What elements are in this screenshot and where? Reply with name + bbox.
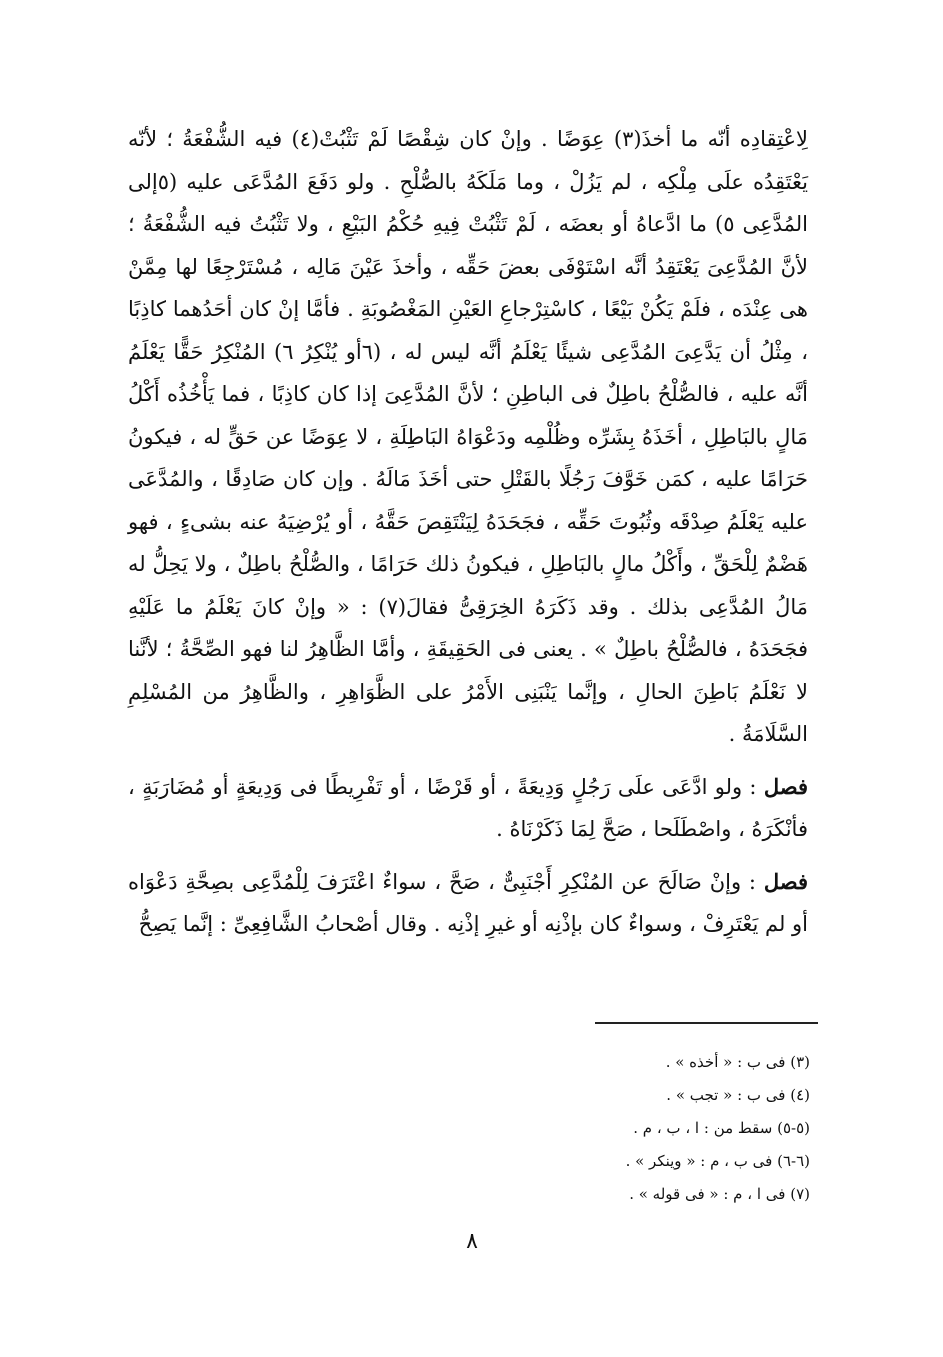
section-paragraph-2 bbox=[128, 861, 808, 946]
footnote-item: (٧) فى ا ، م : « فى قوله » . bbox=[629, 1185, 810, 1203]
section-heading: فصل bbox=[763, 868, 808, 894]
page-number: ٨ bbox=[466, 1229, 478, 1254]
paragraph-text: لِاعْتِقادِه أنّه ما أخذَ(٣) عِوَضًا . وإنْ كان شِقْصًا لَمْ تَثْبُتْ(٤) فيه الشُّفْعَةُ ؛ لأنّه يَعْتَقِدُه علَى مِلْكِه ، لم يَزُلْ ، وما مَلَكَهُ بالصُّلْحِ . ولو دَفَعَ المُدَّعَى عليه (٥إلى المُدَّعِى ٥) ما ادَّعاهُ أو بعضَه ، لَمْ تَثْبُتْ فِيهِ حُكْمُ البَيْعِ ، ولا تَثْبُتُ فيه الشُّفْعَةُ ؛ لأنَّ المُدَّعِىَ يَعْتَقِدُ أنَّه اسْتَوْفَى بعضَ حَقِّه ، وأخذَ عَيْنَ مَالِه ، مُسْتَرْجِعًا لها مِمَّنْ هى عِنْدَه ، فلَمْ يَكُنْ بَيْعًا ، كاسْتِرْجاعِ العَيْنِ المَغْصُوبَةِ . فأمَّا إنْ كان أحَدُهما كاذِبًا ، مِثْلُ أن يَدَّعِىَ المُدَّعِى شيئًا يَعْلَمُ أنَّه ليس له ، (٦أو يُنْكِرُ ٦) المُنْكِرُ حَقًّا يَعْلَمُ أنَّه عليه ، فالصُّلْحُ باطِلٌ فى الباطِنِ ؛ لأنَّ المُدَّعِىَ إذا كان كاذِبًا ، فما يَأْخُذُه أَكْلُ مَالٍ بالبَاطِلِ ، أخَذَهُ بِشَرِّه وظُلْمِه ودَعْوَاهُ البَاطِلَةِ ، لا عِوَضًا عن حَقٍّ له ، فيكونُ حَرَامًا عليه ، كمَن خَوَّفَ رَجُلًا بالقَتْلِ حتى أخَذَ مَالَهُ . وإن كان صَادِقًا ، والمُدَّعَى عليه يَعْلَمُ صِدْقَه وثُبُوتَ حَقِّه ، فجَحَدَهُ لِيَنْتَقِصَ حَقَّهُ ، أو يُرْضِيَهُ عنه بشىءٍ ، فهو هَضْمٌ لِلْحَقِّ ، وأَكْلُ مالٍ بالبَاطِلِ ، فيكونُ ذلك حَرَامًا ، والصُّلْحُ باطِلٌ ، ولا يَحِلُّ له مَالُ المُدَّعِى بذلك . وقد ذَكَرَهُ الخِرَقِىُّ فقالَ(٧) : « وإنْ كانَ يَعْلَمُ ما عَلَيْهِ فجَحَدَهُ ، فالصُّلْحُ باطِلٌ » . يعنى فى الحَقِيقَةِ ، وأمَّا الظَّاهِرُ لنا فهو الصِّحَّةُ ؛ لأنَّنا لا نَعْلَمُ بَاطِنَ الحالِ ، وإنَّما يَنْبَنِى الأَمْرُ على الظَّوَاهِرِ ، والظَّاهِرُ من المُسْلِمِ السَّلَامَةُ . bbox=[128, 127, 808, 746]
section-text: : وإنْ صَالَحَ عن المُنْكِرِ أَجْنَبِىٌّ ، صَحَّ ، سواءٌ اعْتَرَفَ لِلْمُدَّعِى بصِحَّةِ دَعْوَاه أو لم يَعْتَرِفْ ، وسواءٌ كان بإذْنِه أو غيرِ إذْنِه . وقال أصْحابُ الشَّافِعِىِّ : إنَّما يَصِحُّ bbox=[128, 869, 808, 936]
footnotes-list bbox=[380, 1046, 810, 1211]
section-text: : ولو ادَّعَى علَى رَجُلٍ وَدِيعَةً ، أو قَرْضًا ، أو تَفْرِيطًا فى وَدِيعَةٍ أو مُضَارَبَةٍ ، فأنْكَرَهُ ، واصْطَلَحا ، صَحَّ لِمَا ذَكَرْنَاهُ . bbox=[128, 774, 808, 841]
footnote-divider bbox=[595, 1022, 818, 1024]
footnote-item: (٣) فى ب : « أخذه » . bbox=[665, 1053, 810, 1071]
footnote-item: (٥-٥) سقط من : ا ، ب ، م . bbox=[633, 1119, 810, 1137]
footnote-item: (٦-٦) فى ب ، م : « وينكر » . bbox=[625, 1152, 810, 1170]
section-heading: فصل bbox=[763, 773, 808, 799]
footnote-item: (٤) فى ب : « تجب » . bbox=[666, 1086, 810, 1104]
section-paragraph-1 bbox=[128, 766, 808, 851]
main-text-body bbox=[128, 118, 808, 946]
